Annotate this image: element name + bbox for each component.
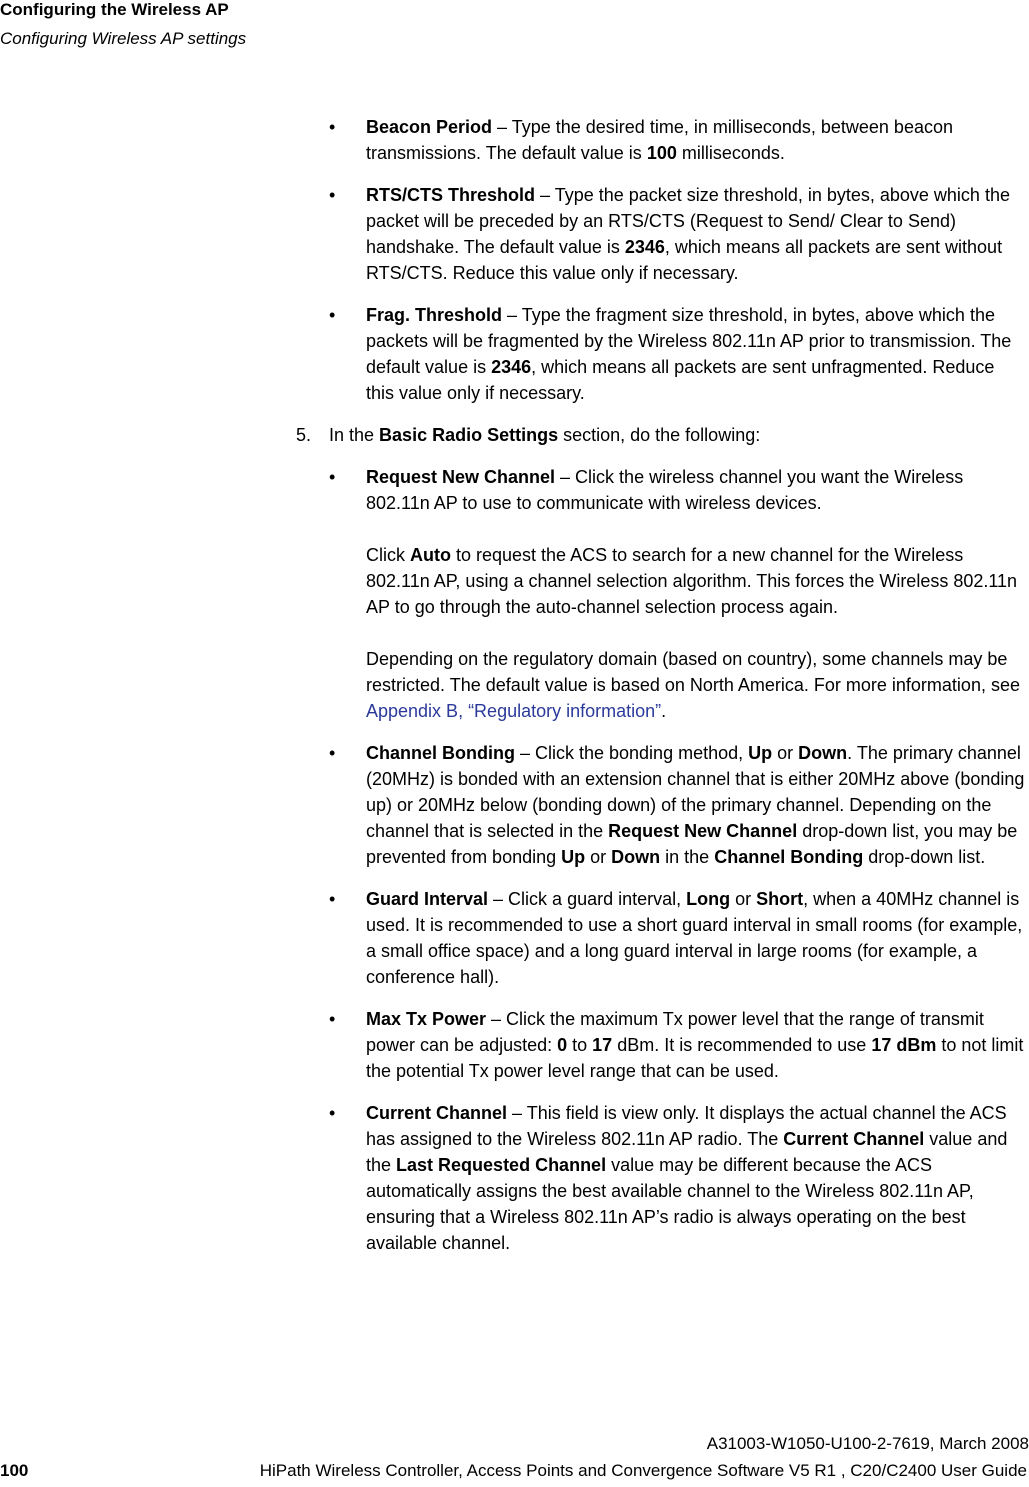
bullet-text: Channel Bonding – Click the bonding method, Up or Down. The primary channel (20MHz) is bonded with an extension channel that is either 20MHz above (bonding up) or 20MHz below (bonding down) of the primary channel. Depending on the channel that is selected in the Request New Channel drop-down list, you may be prevented from bonding Up or Down in the Channel Bonding drop-down list. (366, 743, 1025, 867)
header-section-title: Configuring Wireless AP settings (0, 29, 247, 48)
bullet-text: Max Tx Power – Click the maximum Tx power level that the range of transmit power can be adjusted: 0 to 17 dBm. It is recommended to use 17 dBm to not limit the potential Tx power level range that can be used. (366, 1009, 1024, 1081)
page-body (0, 114, 1029, 1272)
header-chapter-title: Configuring the Wireless AP (0, 0, 229, 19)
bullet-text-auto: Click Auto to request the ACS to search for a new channel for the Wireless 802.11n AP, using a channel selection algorithm. This forces the Wireless 802.11n AP to go through the auto-channel selection process again. (366, 545, 1018, 617)
bullet-mark: • (329, 1009, 336, 1029)
bullet-text: Guard Interval – Click a guard interval, Long or Short, when a 40MHz channel is used. It is recommended to use a short guard interval in small rooms (for example, a small office space) and a long guard interval in large rooms (for example, a conference hall). (366, 889, 1023, 987)
footer-guide-title: HiPath Wireless Controller, Access Points and Convergence Software V5 R1 , C20/C2400 User Guide (259, 1461, 1027, 1480)
bullet-max-tx-power (329, 1006, 1026, 1084)
bullet-beacon-period (329, 114, 1026, 166)
bullet-mark: • (329, 889, 336, 909)
bullet-guard-interval (329, 886, 1026, 990)
bullet-request-new-channel (329, 464, 1026, 724)
bullet-mark: • (329, 185, 336, 205)
step-5 (296, 422, 1026, 448)
bullet-mark: • (329, 305, 336, 325)
bullet-mark: • (329, 117, 336, 137)
bullet-text: Beacon Period – Type the desired time, in milliseconds, between beacon transmissions. The default value is 100 milliseconds. (366, 117, 953, 163)
bullet-text: Frag. Threshold – Type the fragment size threshold, in bytes, above which the packets will be fragmented by the Wireless 802.11n AP prior to transmission. The default value is 2346, which means all packets are sent unfragmented. Reduce this value only if necessary. (366, 305, 1012, 403)
appendix-b-link[interactable]: Appendix B, “Regulatory information” (366, 701, 662, 721)
bullet-channel-bonding (329, 740, 1026, 870)
bullet-mark: • (329, 1103, 336, 1123)
bullet-text-regulatory: Depending on the regulatory domain (based on country), some channels may be restricted. The default value is based on North America. For more information, see Appendix B, “Regulatory information”. (366, 649, 1020, 721)
bullet-mark: • (329, 467, 336, 487)
bullet-text: Request New Channel – Click the wireless channel you want the Wireless 802.11n AP to use to communicate with wireless devices. (366, 467, 964, 513)
bullet-frag-threshold (329, 302, 1026, 406)
page-number: 100 (0, 1461, 29, 1480)
bullet-text: Current Channel – This field is view only. It displays the actual channel the ACS has assigned to the Wireless 802.11n AP radio. The Current Channel value and the Last Requested Channel value may be different because the ACS automatically assigns the best available channel to the Wireless 802.11n AP, ensuring that a Wireless 802.11n AP’s radio is always operating on the best available channel. (366, 1103, 1008, 1253)
bullet-text: RTS/CTS Threshold – Type the packet size threshold, in bytes, above which the packet will be preceded by an RTS/CTS (Request to Send/ Clear to Send) handshake. The default value is 2346, which means all packets are sent without RTS/CTS. Reduce this value only if necessary. (366, 185, 1010, 283)
bullet-current-channel (329, 1100, 1026, 1256)
bullet-rts-cts-threshold (329, 182, 1026, 286)
step-text: In the Basic Radio Settings section, do the following: (329, 425, 761, 445)
step-number: 5. (296, 425, 312, 445)
bullet-mark: • (329, 743, 336, 763)
footer-doc-id: A31003-W1050-U100-2-7619, March 2008 (706, 1434, 1029, 1453)
